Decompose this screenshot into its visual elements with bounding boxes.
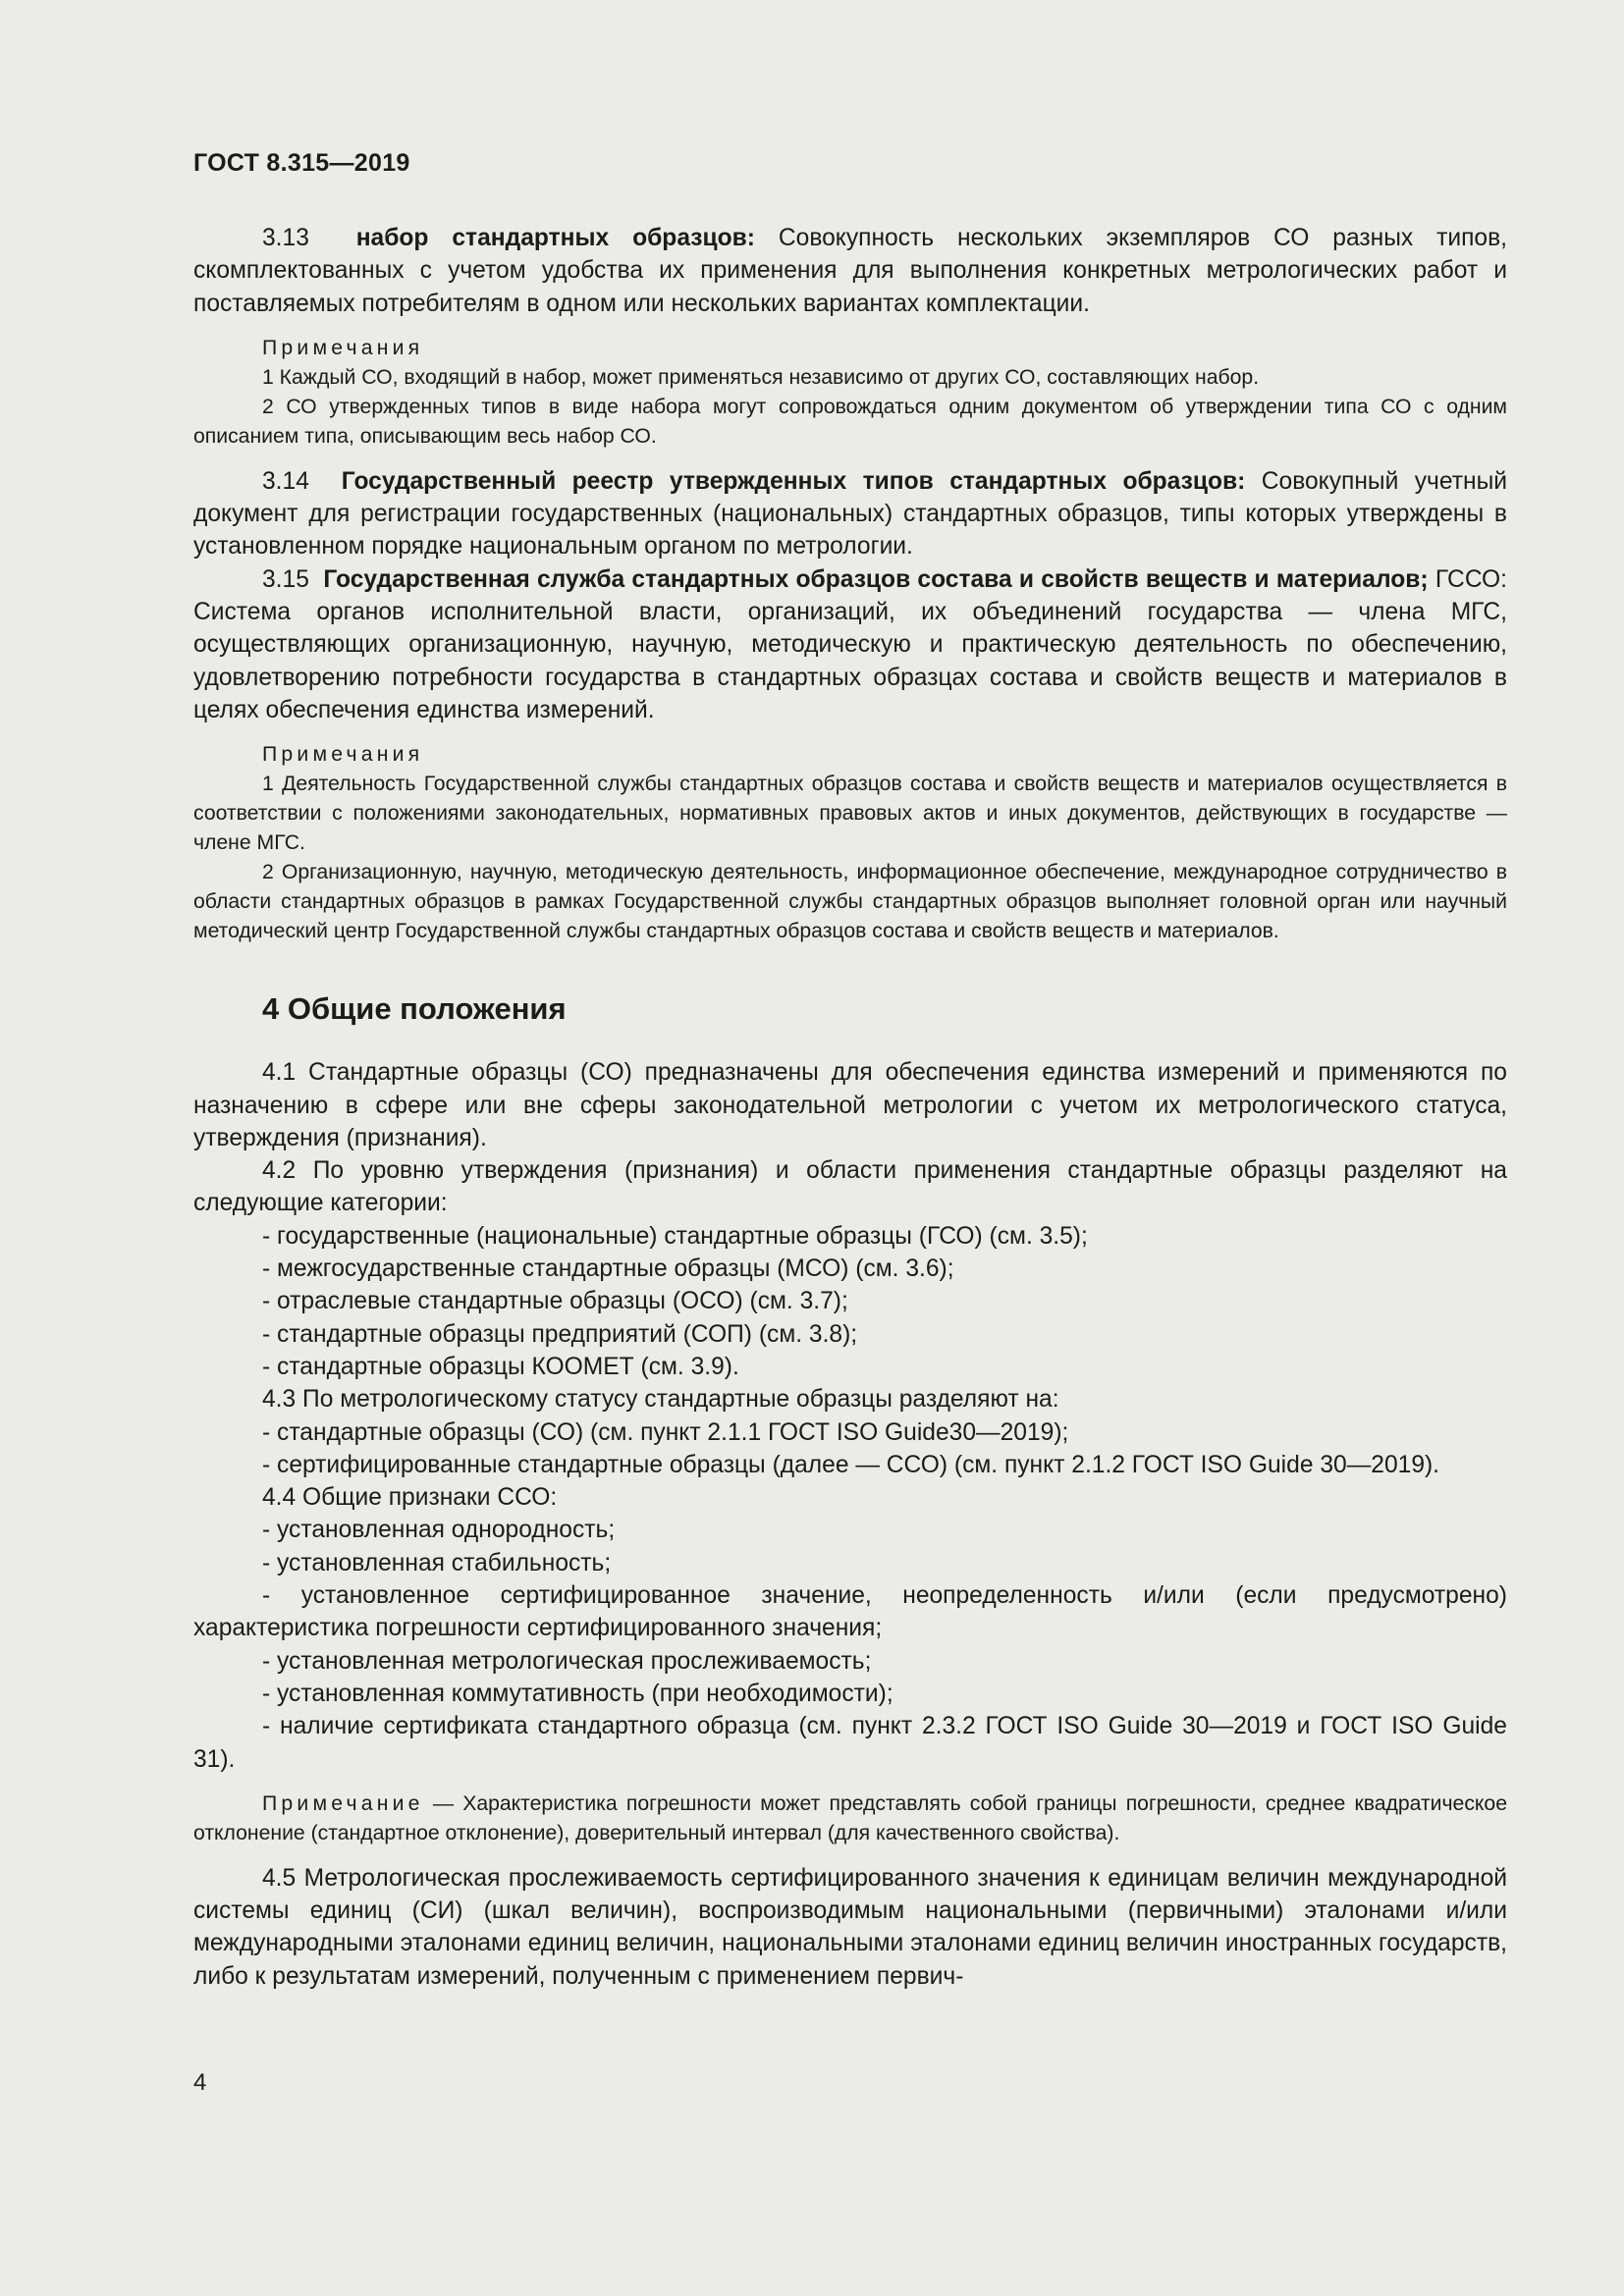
list-item: - межгосударственные стандартные образцы (МСО) (см. 3.6); [262,1255,954,1283]
note-3-15-2: 2 Организационную, научную, методическую деятельность, информационное обеспечение, международное сотрудничество в области стандартных образцов в рамках Государственной службы стандартных образцов выполняет головной орган или научный методический центр Государственной службы стандартных образцов состава и свойств веществ и материалов. [193,861,1507,943]
list-item: - установленная метрологическая прослеживаемость; [262,1647,872,1675]
list-item: - наличие сертификата стандартного образца (см. пункт 2.3.2 ГОСТ ISO Guide 30—2019 и ГОСТ ISO Guide 31). [193,1713,1507,1773]
document-body [193,222,1507,1993]
section-4-heading: 4 Общие положения [262,991,567,1027]
note-3-13-1: 1 Каждый СО, входящий в набор, может применяться независимо от других СО, составляющих набор. [262,365,1260,389]
term-3-15: Государственная служба стандартных образцов состава и свойств веществ и материалов; [323,565,1429,593]
list-item: - сертифицированные стандартные образцы (далее — ССО) (см. пункт 2.1.2 ГОСТ ISO Guide 30—2019). [262,1451,1440,1478]
clause-3-14: 3.14 Государственный реестр утвержденных типов стандартных образцов: Совокупный учетный документ для регистрации государственных (национальных) стандартных образцов, типы которых утверждены в установленном порядке национальным органом по метрологии. [193,467,1507,561]
list-item: - установленная однородность; [262,1517,616,1544]
note-3-15-1: 1 Деятельность Государственной службы стандартных образцов состава и свойств веществ и материалов осуществляется в соответствии с положениями законодательных, нормативных правовых актов и иных документов, действующих в государстве — члене МГС. [193,773,1507,855]
note-label: Примечание [262,1791,424,1815]
clause-4-4: 4.4 Общие признаки ССО: [262,1484,558,1512]
clause-3-13: 3.13 набор стандартных образцов: Совокупность нескольких экземпляров СО разных типов, скомплектованных с учетом удобства их применения для выполнения конкретных метрологических работ и поставляемых потребителям в одном или нескольких вариантах комплектации. [193,225,1508,317]
clause-4-1: 4.1 Стандартные образцы (СО) предназначены для обеспечения единства измерений и применяются по назначению в сфере или вне сферы законодательной метрологии с учетом их метрологического статуса, утверждения (признания). [193,1059,1507,1151]
clause-4-3: 4.3 По метрологическому статусу стандартные образцы разделяют на: [262,1386,1059,1414]
note-3-13-2: 2 СО утвержденных типов в виде набора могут сопровождаться одним документом об утверждении типа СО с одним описанием типа, описывающим весь набор СО. [193,395,1507,448]
clause-4-5: 4.5 Метрологическая прослеживаемость сертифицированного значения к единицам величин международной системы единиц (СИ) (шкал величин), воспроизводимым национальными (первичными) эталонами и/или международными эталонами единиц величин, национальными эталонами единиц величин иностранных государств, либо к результатам измерений, полученным с применением первич- [193,1864,1507,1990]
list-item: - стандартные образцы предприятий (СОП) (см. 3.8); [262,1320,858,1348]
list-item: - отраслевые стандартные образцы (ОСО) (см. 3.7); [262,1288,848,1315]
list-item: - установленная стабильность; [262,1549,612,1576]
clause-3-15: 3.15 Государственная служба стандартных образцов состава и свойств веществ и материалов; ГССО: Система органов исполнительной власти, организаций, их объединений государства — члена МГС, осуществляющих организационную, научную, методическую и практическую деятельность по обеспечению, удовлетворению потребности государства в стандартных образцах состава и свойств веществ и материалов в целях обеспечения единства измерений. [193,565,1508,723]
notes-title-3-13: Примечания [262,336,424,359]
page-number: 4 [193,2069,207,2096]
document-header: ГОСТ 8.315—2019 [193,149,410,177]
notes-title-3-15: Примечания [262,743,424,767]
term-3-13: набор стандартных образцов: [355,225,755,251]
list-item: - государственные (национальные) стандартные образцы (ГСО) (см. 3.5); [262,1222,1088,1250]
term-3-14: Государственный реестр утвержденных типов стандартных образцов: [341,467,1246,495]
list-item: - установленная коммутативность (при необходимости); [262,1680,893,1707]
note-4-4: Примечание — Характеристика погрешности может представлять собой границы погрешности, среднее квадратическое отклонение (стандартное отклонение), доверительный интервал (для качественного свойства). [193,1791,1508,1844]
list-item: - стандартные образцы (СО) (см. пункт 2.1.1 ГОСТ ISO Guide30—2019); [262,1418,1069,1446]
list-item: - стандартные образцы КООМЕТ (см. 3.9). [262,1353,739,1380]
list-item: - установленное сертифицированное значение, неопределенность и/или (если предусмотрено) характеристика погрешности сертифицированного значения; [193,1582,1507,1642]
clause-4-2: 4.2 По уровню утверждения (признания) и области применения стандартные образцы разделяют на следующие категории: [193,1157,1507,1217]
